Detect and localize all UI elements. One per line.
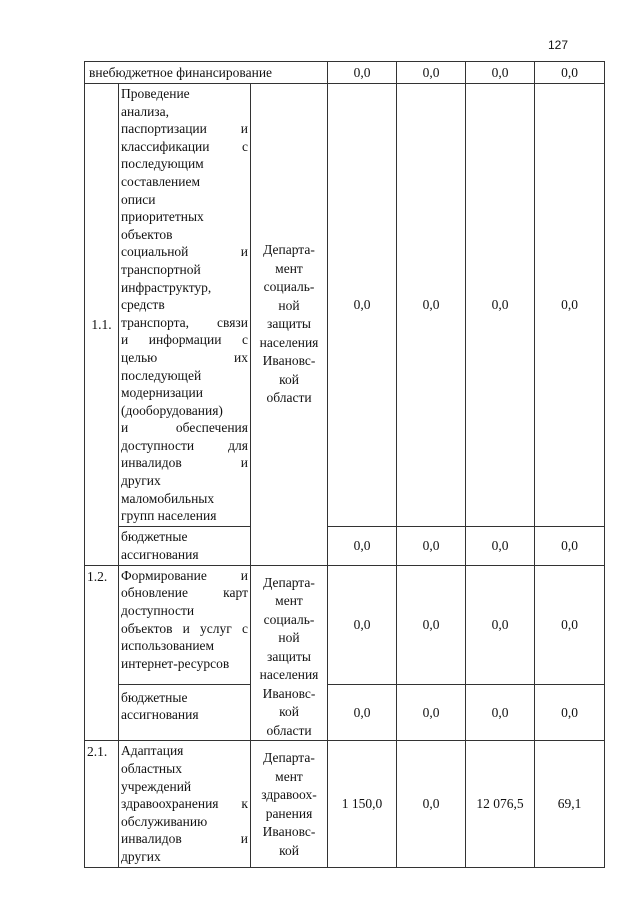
value-cell: 0,0 (328, 84, 397, 527)
value-cell: 0,0 (328, 526, 397, 565)
department-line: Департа- (263, 750, 315, 766)
description-line: последующим (121, 156, 204, 172)
funding-source-label (119, 684, 251, 741)
department-line: мент (275, 768, 303, 784)
department-line: населения (259, 667, 319, 683)
table-row (85, 565, 605, 684)
value-cell: 1 150,0 (328, 741, 397, 867)
description-line: интернет-ресурсов (121, 655, 230, 671)
value-cell: 69,1 (535, 741, 605, 867)
funding-source-line: ассигнования (121, 546, 199, 562)
value-cell: 0,0 (328, 62, 397, 84)
department-line: области (266, 390, 312, 406)
funding-source-line: бюджетные (121, 689, 188, 705)
department-line: области (266, 722, 312, 738)
row-code: 2.1. (85, 741, 119, 867)
row-department (251, 565, 328, 741)
value-cell: 0,0 (397, 741, 466, 867)
department-line: мент (275, 260, 303, 276)
row-code: 1.1. (85, 84, 119, 566)
table-row (85, 62, 605, 84)
value-cell: 0,0 (535, 62, 605, 84)
description-line: групп населения (121, 508, 217, 524)
budget-table (84, 61, 605, 868)
funding-source-line: ассигнования (121, 707, 199, 723)
department-line: здравоох- (261, 787, 317, 803)
description-line: доступности для (121, 437, 248, 453)
description-line: транспортной (121, 261, 201, 277)
description-line: средств (121, 297, 165, 313)
department-line: мент (275, 593, 303, 609)
value-cell: 0,0 (535, 84, 605, 527)
value-cell: 0,0 (397, 684, 466, 741)
table-row (85, 84, 605, 527)
description-line: доступности (121, 603, 195, 619)
description-line: классификации с (121, 138, 248, 154)
department-line: Департа- (263, 242, 315, 258)
description-line: обновление карт (121, 585, 248, 601)
description-line: анализа, (121, 103, 169, 119)
department-line: социаль- (263, 611, 315, 627)
row-department (251, 741, 328, 867)
description-line: объектов и услуг с (121, 620, 248, 636)
description-line: и обеспечения (121, 420, 248, 436)
department-line: кой (279, 371, 299, 387)
description-line: последующей (121, 367, 202, 383)
row-description (119, 565, 251, 684)
description-line: транспорта, связи (121, 314, 248, 330)
description-line: и информации с (121, 332, 248, 348)
department-line: Ивановс- (262, 685, 316, 701)
department-line: кой (279, 842, 299, 858)
description-line: маломобильных (121, 490, 215, 506)
table-row (85, 526, 605, 565)
value-cell: 0,0 (397, 565, 466, 684)
description-line: целью их (121, 349, 248, 365)
value-cell: 0,0 (535, 565, 605, 684)
description-line: Адаптация (121, 743, 184, 759)
value-cell: 0,0 (535, 526, 605, 565)
description-line: здравоохранения к (121, 796, 248, 812)
description-line: (дооборудования) (121, 402, 223, 418)
value-cell: 0,0 (466, 565, 535, 684)
row-description (119, 741, 251, 867)
department-line: защиты (267, 648, 311, 664)
description-line: модернизации (121, 385, 203, 401)
page-number: 127 (548, 38, 569, 52)
funding-source-label (119, 526, 251, 565)
value-cell: 0,0 (328, 565, 397, 684)
description-line: учреждений (121, 778, 192, 794)
department-line: ной (278, 630, 300, 646)
value-cell: 12 076,5 (466, 741, 535, 867)
row-code: 1.2. (85, 565, 119, 741)
description-line: других (121, 473, 161, 489)
value-cell: 0,0 (397, 84, 466, 527)
value-cell: 0,0 (466, 84, 535, 527)
value-cell: 0,0 (535, 684, 605, 741)
description-line: инвалидов и (121, 455, 248, 471)
department-line: кой (279, 704, 299, 720)
description-line: объектов (121, 226, 173, 242)
department-line: ранения (265, 805, 313, 821)
department-line: Департа- (263, 574, 315, 590)
description-line: других (121, 848, 161, 864)
table-row (85, 684, 605, 741)
department-line: защиты (267, 316, 311, 332)
description-line: описи (121, 191, 156, 207)
description-line: паспортизации и (121, 121, 248, 137)
description-line: приоритетных (121, 209, 204, 225)
department-line: ной (278, 297, 300, 313)
description-line: обслуживанию (121, 813, 208, 829)
value-cell: 0,0 (397, 62, 466, 84)
department-line: социаль- (263, 279, 315, 295)
description-line: Формирование и (121, 567, 248, 583)
description-line: Проведение (121, 86, 190, 101)
description-line: социальной и (121, 244, 248, 260)
value-cell: 0,0 (397, 526, 466, 565)
description-line: инфраструктур, (121, 279, 212, 295)
department-line: населения (259, 334, 319, 350)
row-description (119, 84, 251, 527)
table-row (85, 741, 605, 867)
value-cell: 0,0 (466, 62, 535, 84)
extrabudget-label: внебюджетное финансирование (85, 62, 328, 84)
description-line: инвалидов и (121, 831, 248, 847)
value-cell: 0,0 (466, 684, 535, 741)
description-line: использованием (121, 638, 215, 654)
value-cell: 0,0 (328, 684, 397, 741)
row-department (251, 84, 328, 566)
description-line: составлением (121, 173, 201, 189)
funding-source-line: бюджетные (121, 529, 188, 545)
value-cell: 0,0 (466, 526, 535, 565)
description-line: областных (121, 760, 182, 776)
department-line: Ивановс- (262, 353, 316, 369)
department-line: Ивановс- (262, 824, 316, 840)
